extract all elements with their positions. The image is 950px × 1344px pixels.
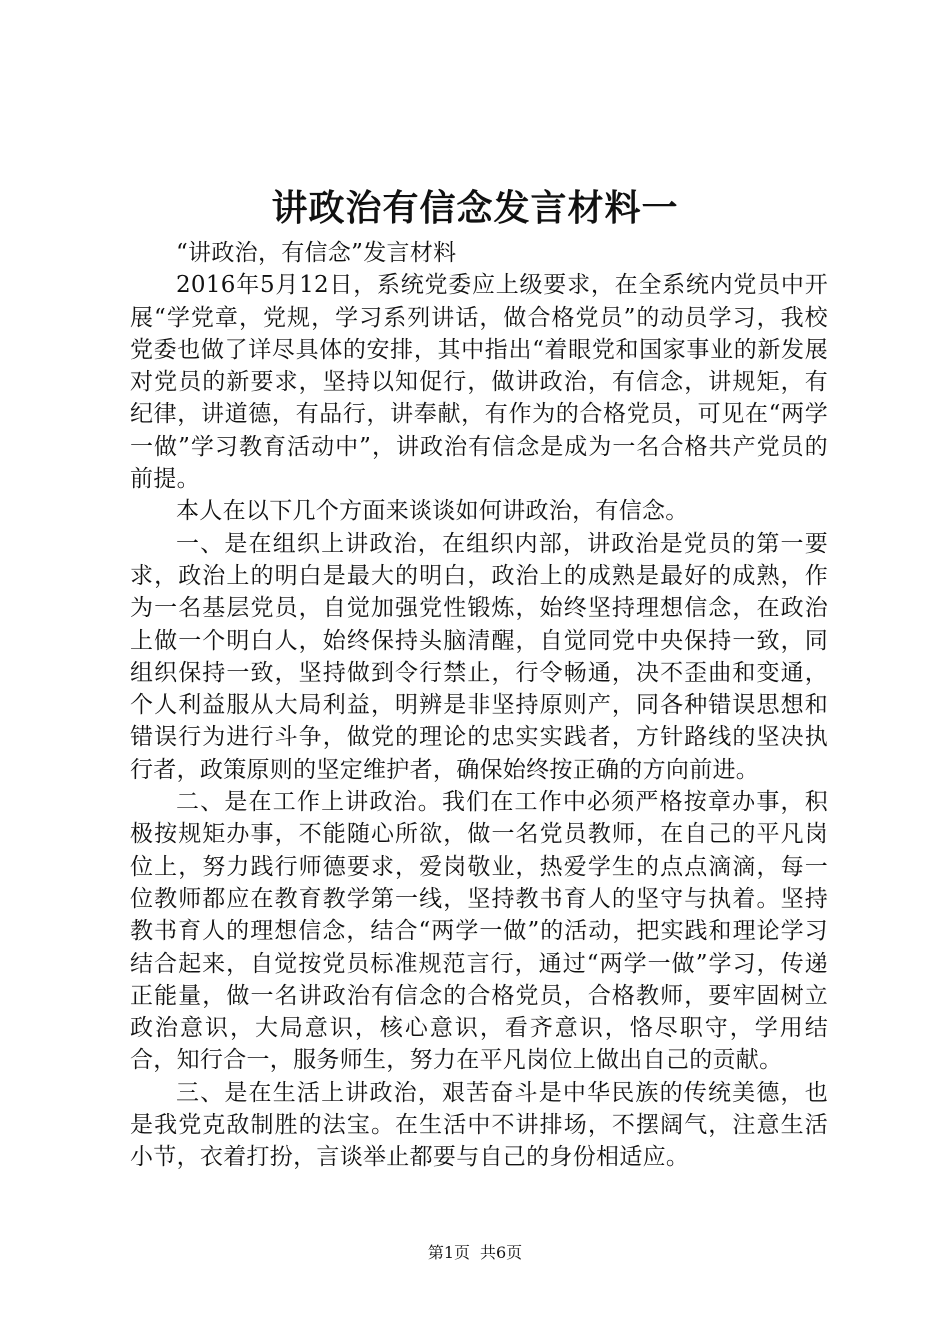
page-number: 第1页 xyxy=(427,1243,470,1262)
page-total: 共6页 xyxy=(480,1243,523,1262)
body-paragraph: 二、是在工作上讲政治。我们在工作中必须严格按章办事，积极按规矩办事，不能随心所欲，做一名党员教师，在自己的平凡岗位上，努力践行师德要求，爱岗敬业，热爱学生的点点滴滴，每一位教师都应在教育教学第一线，坚持教书育人的坚守与执着。坚持教书育人的理想信念，结合“两学一做”的活动，把实践和理论学习结合起来，自觉按党员标准规范言行，通过“两学一做”学习，传递正能量，做一名讲政治有信念的合格党员，合格教师，要牢固树立政治意识，大局意识，核心意识，看齐意识，恪尽职守，学用结合，知行合一，服务师生，努力在平凡岗位上做出自己的贡献。 xyxy=(130,789,828,1074)
body-paragraph: 一、是在组织上讲政治，在组织内部，讲政治是党员的第一要求，政治上的明白是最大的明白，政治上的成熟是最好的成熟，作为一名基层党员，自觉加强党性锻炼，始终坚持理想信念，在政治上做一个明白人，始终保持头脑清醒，自觉同党中央保持一致，同组织保持一致，坚持做到令行禁止，行令畅通，决不歪曲和变通，个人利益服从大局利益，明辨是非坚持原则产，同各种错误思想和错误行为进行斗争，做党的理论的忠实实践者，方针路线的坚决执行者，政策原则的坚定维护者，确保始终按正确的方向前进。 xyxy=(130,530,828,783)
body-paragraph: 本人在以下几个方面来谈谈如何讲政治，有信念。 xyxy=(176,498,689,525)
body-paragraph: 三、是在生活上讲政治，艰苦奋斗是中华民族的传统美德，也是我党克敌制胜的法宝。在生活中不讲排场，不摆阔气，注意生活小节，衣着打扮，言谈举止都要与自己的身份相适应。 xyxy=(130,1079,828,1171)
document-body xyxy=(130,237,828,1174)
document-title: 讲政治有信念发言材料一 xyxy=(271,187,679,229)
body-paragraph: 2016年5月12日，系统党委应上级要求，在全系统内党员中开展“学党章，党规，学习系列讲话，做合格党员”的动员学习，我校党委也做了详尽具体的安排，其中指出“着眼党和国家事业的新发展对党员的新要求，坚持以知促行，做讲政治，有信念，讲规矩，有纪律，讲道德，有品行，讲奉献，有作为的合格党员，可见在“两学一做”学习教育活动中”，讲政治有信念是成为一名合格共产党员的前提。 xyxy=(130,272,828,493)
page-footer xyxy=(0,1242,950,1264)
subtitle-paragraph: “讲政治，有信念”发言材料 xyxy=(176,240,457,266)
